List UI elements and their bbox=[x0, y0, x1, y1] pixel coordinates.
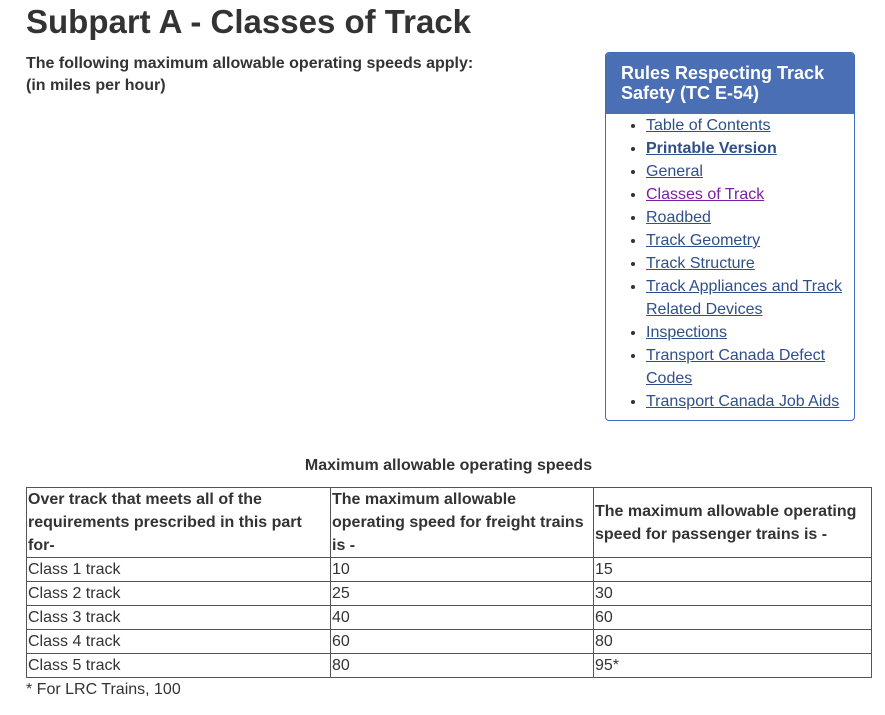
table-row bbox=[27, 630, 872, 654]
sidebar-item-track-appliances bbox=[646, 275, 854, 321]
cell-passenger-speed: 15 bbox=[594, 558, 872, 582]
sidebar-nav-panel bbox=[605, 52, 855, 421]
sidebar-item-inspections bbox=[646, 321, 854, 344]
table-footnote: * For LRC Trains, 100 bbox=[26, 681, 181, 698]
sidebar-item-defect-codes bbox=[646, 344, 854, 390]
sidebar-item-job-aids bbox=[646, 390, 854, 413]
link-defect-codes[interactable]: Transport Canada Defect Codes bbox=[646, 347, 826, 387]
sidebar-item-general bbox=[646, 160, 854, 183]
cell-track-class: Class 3 track bbox=[27, 606, 331, 630]
page-title: Subpart A - Classes of Track bbox=[26, 3, 472, 40]
sidebar-link-list bbox=[606, 114, 854, 413]
link-classes-of-track[interactable]: Classes of Track bbox=[646, 186, 765, 203]
intro-text bbox=[26, 53, 473, 97]
table-caption: Maximum allowable operating speeds bbox=[304, 457, 593, 474]
cell-track-class: Class 1 track bbox=[27, 558, 331, 582]
header-track-class: Over track that meets all of the requirements prescribed in this part for- bbox=[27, 488, 331, 558]
link-track-structure[interactable]: Track Structure bbox=[646, 255, 755, 272]
cell-track-class: Class 2 track bbox=[27, 582, 331, 606]
intro-line-1: The following maximum allowable operating speeds apply: bbox=[26, 55, 474, 72]
header-passenger-speed: The maximum allowable operating speed for passenger trains is - bbox=[594, 488, 872, 558]
link-inspections[interactable]: Inspections bbox=[646, 324, 727, 341]
cell-freight-speed: 10 bbox=[331, 558, 594, 582]
link-track-appliances[interactable]: Track Appliances and Track Related Devices bbox=[646, 278, 842, 318]
cell-passenger-speed: 60 bbox=[594, 606, 872, 630]
cell-track-class: Class 4 track bbox=[27, 630, 331, 654]
link-table-of-contents[interactable]: Table of Contents bbox=[646, 117, 771, 134]
cell-freight-speed: 40 bbox=[331, 606, 594, 630]
link-job-aids[interactable]: Transport Canada Job Aids bbox=[646, 393, 840, 410]
link-track-geometry[interactable]: Track Geometry bbox=[646, 232, 761, 249]
table-row bbox=[27, 582, 872, 606]
speed-table bbox=[26, 487, 872, 678]
cell-passenger-speed: 30 bbox=[594, 582, 872, 606]
header-freight-speed: The maximum allowable operating speed for freight trains is - bbox=[331, 488, 594, 558]
link-general[interactable]: General bbox=[646, 163, 703, 180]
sidebar-item-track-geometry bbox=[646, 229, 854, 252]
cell-passenger-speed: 95* bbox=[594, 654, 872, 678]
cell-freight-speed: 25 bbox=[331, 582, 594, 606]
sidebar-title: Rules Respecting Track Safety (TC E-54) bbox=[606, 53, 854, 114]
intro-line-2: (in miles per hour) bbox=[26, 77, 166, 94]
table-row bbox=[27, 558, 872, 582]
cell-passenger-speed: 80 bbox=[594, 630, 872, 654]
table-row bbox=[27, 606, 872, 630]
table-header-row bbox=[27, 488, 872, 558]
cell-freight-speed: 60 bbox=[331, 630, 594, 654]
link-roadbed[interactable]: Roadbed bbox=[646, 209, 711, 226]
sidebar-item-classes-of-track bbox=[646, 183, 854, 206]
cell-track-class: Class 5 track bbox=[27, 654, 331, 678]
sidebar-item-printable-version bbox=[646, 137, 854, 160]
sidebar-item-roadbed bbox=[646, 206, 854, 229]
cell-freight-speed: 80 bbox=[331, 654, 594, 678]
table-row bbox=[27, 654, 872, 678]
link-printable-version[interactable]: Printable Version bbox=[646, 140, 777, 157]
sidebar-item-track-structure bbox=[646, 252, 854, 275]
sidebar-item-table-of-contents bbox=[646, 114, 854, 137]
